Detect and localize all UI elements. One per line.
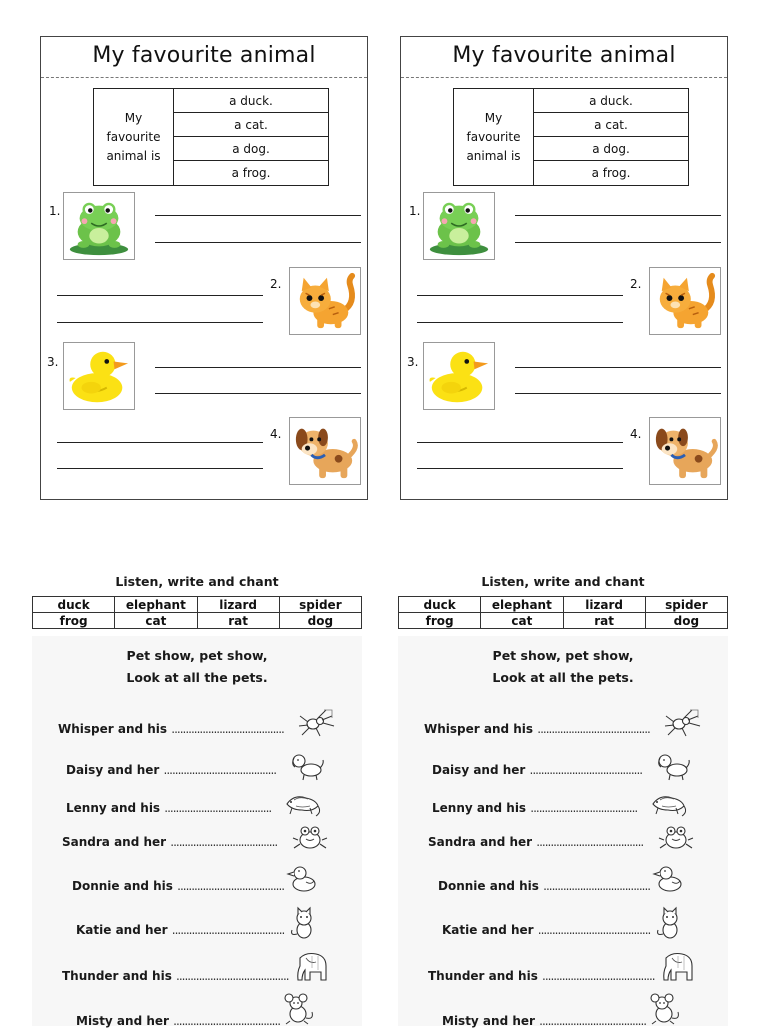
blank-dots[interactable]: ...................................... xyxy=(164,801,272,815)
cat-icon xyxy=(648,906,688,940)
word-bank-cell: spider xyxy=(645,597,727,612)
blank-dots[interactable]: ...................................... xyxy=(177,879,285,893)
pet-line-text: Lenny and his xyxy=(66,801,161,815)
word-bank xyxy=(32,596,362,629)
blank-dots[interactable]: ...................................... xyxy=(543,879,651,893)
pet-line-text: Daisy and her xyxy=(432,763,526,777)
word-bank-cell: elephant xyxy=(480,597,562,612)
word-bank-row xyxy=(33,597,361,612)
pet-line-text: Sandra and her xyxy=(62,835,167,849)
answer-line[interactable] xyxy=(515,367,721,368)
answer-line[interactable] xyxy=(417,322,623,323)
worksheet-right xyxy=(400,36,728,500)
word-bank-row xyxy=(399,612,727,628)
verse-line: Pet show, pet show, xyxy=(126,648,268,663)
word-bank-cell: spider xyxy=(279,597,361,612)
choice-option: a frog. xyxy=(591,166,631,180)
pet-line[interactable] xyxy=(428,835,643,849)
pet-line[interactable] xyxy=(428,969,655,983)
answer-line[interactable] xyxy=(515,393,721,394)
pet-line[interactable] xyxy=(72,879,284,893)
answer-line[interactable] xyxy=(155,242,361,243)
pet-line-text: Daisy and her xyxy=(66,763,160,777)
worksheet-title: My favourite animal xyxy=(92,43,316,68)
word-bank-cell: cat xyxy=(114,613,196,628)
frog-icon xyxy=(290,820,330,854)
word-bank-cell: frog xyxy=(425,613,454,628)
item-number: 3. xyxy=(47,355,59,369)
verse-line: Look at all the pets. xyxy=(126,670,268,685)
word-bank-row xyxy=(399,597,727,612)
chant-title: Listen, write and chant xyxy=(481,574,645,589)
cat-icon xyxy=(289,267,361,335)
choice-table xyxy=(93,88,329,186)
dog-icon xyxy=(286,748,326,782)
pet-line[interactable] xyxy=(442,923,650,937)
dashed-divider xyxy=(41,77,367,78)
frog-icon xyxy=(63,192,135,260)
choice-option: a duck. xyxy=(174,89,328,113)
choice-stem: My favourite animal is xyxy=(94,89,174,185)
pet-line-text: Sandra and her xyxy=(428,835,533,849)
answer-line[interactable] xyxy=(155,367,361,368)
choice-option: a frog. xyxy=(231,166,271,180)
verse-line: Look at all the pets. xyxy=(492,670,634,685)
rat-icon xyxy=(276,992,316,1026)
word-bank-cell: rat xyxy=(197,613,279,628)
choice-option: a dog. xyxy=(534,137,688,161)
pet-line-text: Misty and her xyxy=(442,1014,535,1028)
answer-line[interactable] xyxy=(57,442,263,443)
blank-dots[interactable]: ........................................ xyxy=(171,722,284,736)
item-number: 4. xyxy=(270,427,282,441)
pet-line[interactable] xyxy=(432,801,637,815)
word-bank-cell: duck xyxy=(57,597,90,612)
pet-line[interactable] xyxy=(438,879,650,893)
answer-line[interactable] xyxy=(515,215,721,216)
pet-line[interactable] xyxy=(424,722,650,736)
item-number: 1. xyxy=(409,204,421,218)
pet-line-text: Thunder and his xyxy=(62,969,172,983)
blank-dots[interactable]: ...................................... xyxy=(530,801,638,815)
dog-icon xyxy=(289,417,361,485)
blank-dots[interactable]: ...................................... xyxy=(539,1014,647,1028)
dog-icon xyxy=(652,748,692,782)
chant-left xyxy=(32,572,362,1028)
pet-line-text: Katie and her xyxy=(76,923,168,937)
pet-line-text: Misty and her xyxy=(76,1014,169,1028)
lizard-icon xyxy=(648,786,688,820)
item-number: 2. xyxy=(630,277,642,291)
pet-line-text: Whisper and his xyxy=(424,722,534,736)
blank-dots[interactable]: ...................................... xyxy=(170,835,278,849)
pet-line-text: Lenny and his xyxy=(432,801,527,815)
chant-title: Listen, write and chant xyxy=(115,574,279,589)
answer-line[interactable] xyxy=(57,322,263,323)
pet-line-text: Thunder and his xyxy=(428,969,538,983)
answer-line[interactable] xyxy=(57,468,263,469)
pet-line[interactable] xyxy=(76,923,284,937)
blank-dots[interactable]: ........................................ xyxy=(542,969,655,983)
blank-dots[interactable]: ...................................... xyxy=(536,835,644,849)
blank-dots[interactable]: ........................................ xyxy=(163,763,277,777)
chant-body xyxy=(398,636,728,1026)
pet-line[interactable] xyxy=(58,722,284,736)
pet-line[interactable] xyxy=(442,1014,646,1028)
item-number: 2. xyxy=(270,277,282,291)
pet-line-text: Whisper and his xyxy=(58,722,168,736)
blank-dots[interactable]: ...................................... xyxy=(173,1014,281,1028)
choice-option: a cat. xyxy=(174,113,328,137)
word-bank-cell: duck xyxy=(423,597,456,612)
word-bank xyxy=(398,596,728,629)
word-bank-cell: rat xyxy=(563,613,645,628)
pet-line-text: Donnie and his xyxy=(72,879,173,893)
blank-dots[interactable]: ........................................ xyxy=(537,722,650,736)
choice-option: a dog. xyxy=(174,137,328,161)
answer-line[interactable] xyxy=(417,442,623,443)
word-bank-row xyxy=(33,612,361,628)
word-bank-cell: cat xyxy=(480,613,562,628)
word-bank-cell: elephant xyxy=(114,597,196,612)
answer-line[interactable] xyxy=(417,468,623,469)
blank-dots[interactable]: ........................................ xyxy=(176,969,289,983)
item-number: 3. xyxy=(407,355,419,369)
pet-line[interactable] xyxy=(62,969,289,983)
duck-icon xyxy=(650,862,690,896)
choice-option: a cat. xyxy=(534,113,688,137)
duck-icon xyxy=(423,342,495,410)
verse-line: Pet show, pet show, xyxy=(492,648,634,663)
worksheet-left xyxy=(40,36,368,500)
cat-icon xyxy=(649,267,721,335)
answer-line[interactable] xyxy=(155,215,361,216)
item-number: 4. xyxy=(630,427,642,441)
rat-icon xyxy=(642,992,682,1026)
duck-icon xyxy=(284,862,324,896)
choice-option: a duck. xyxy=(534,89,688,113)
dashed-divider xyxy=(401,77,727,78)
word-bank-cell: lizard xyxy=(563,597,645,612)
blank-dots[interactable]: ........................................ xyxy=(537,923,651,937)
dog-icon xyxy=(649,417,721,485)
answer-line[interactable] xyxy=(417,295,623,296)
answer-line[interactable] xyxy=(155,393,361,394)
elephant-icon xyxy=(292,950,332,984)
word-bank-cell: dog xyxy=(279,613,361,628)
spider-icon xyxy=(296,706,336,740)
answer-line[interactable] xyxy=(57,295,263,296)
pet-line-text: Donnie and his xyxy=(438,879,539,893)
duck-icon xyxy=(63,342,135,410)
cat-icon xyxy=(282,906,322,940)
worksheet-title: My favourite animal xyxy=(452,43,676,68)
choice-stem: My favourite animal is xyxy=(454,89,534,185)
pet-line[interactable] xyxy=(62,835,277,849)
pet-line[interactable] xyxy=(66,763,276,777)
pet-line-text: Katie and her xyxy=(442,923,534,937)
lizard-icon xyxy=(282,786,322,820)
frog-icon xyxy=(656,820,696,854)
word-bank-cell: lizard xyxy=(197,597,279,612)
blank-dots[interactable]: ........................................ xyxy=(171,923,285,937)
elephant-icon xyxy=(658,950,698,984)
pet-line[interactable] xyxy=(432,763,642,777)
choice-table xyxy=(453,88,689,186)
chant-right xyxy=(398,572,728,1028)
pet-line[interactable] xyxy=(66,801,271,815)
spider-icon xyxy=(662,706,702,740)
item-number: 1. xyxy=(49,204,61,218)
word-bank-cell: frog xyxy=(59,613,88,628)
frog-icon xyxy=(423,192,495,260)
word-bank-cell: dog xyxy=(645,613,727,628)
chant-body xyxy=(32,636,362,1026)
blank-dots[interactable]: ........................................ xyxy=(529,763,643,777)
answer-line[interactable] xyxy=(515,242,721,243)
pet-line[interactable] xyxy=(76,1014,280,1028)
